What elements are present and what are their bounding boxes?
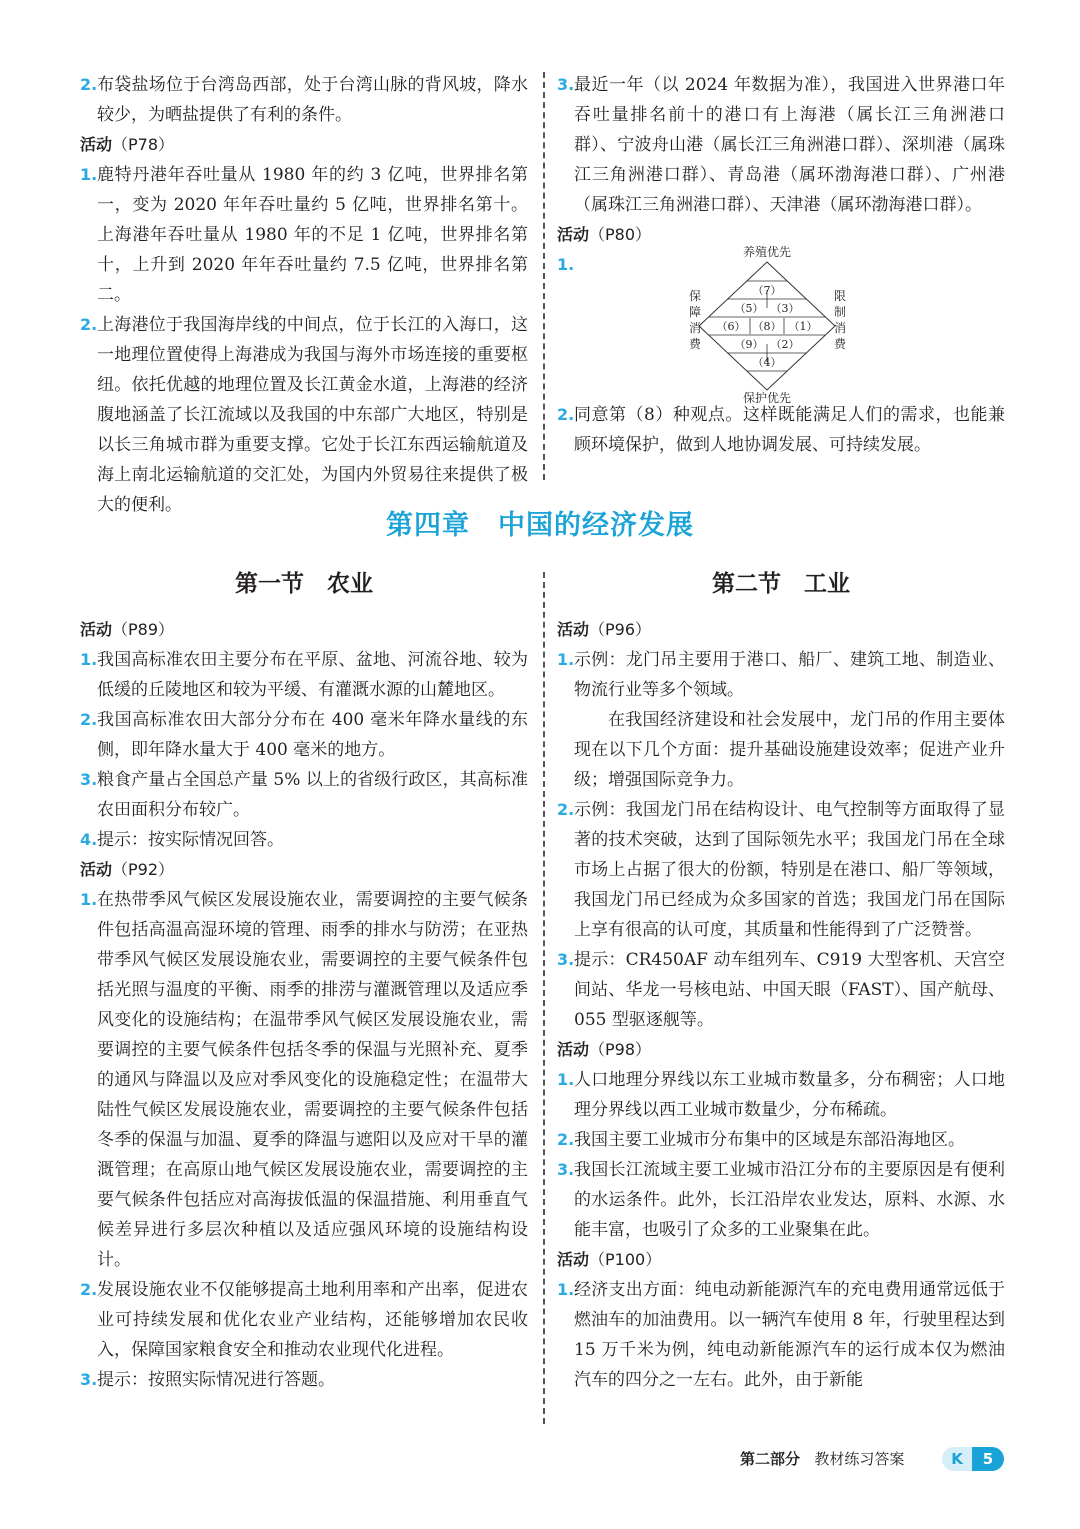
- cell-r3-c2: （8）: [752, 320, 782, 333]
- activity-page: （P78）: [112, 135, 175, 154]
- item-number: 2.: [557, 405, 575, 424]
- item-text: 最近一年（以 2024 年数据为准），我国进入世界港口年吞吐量排名前十的港口有上海港（属长江三角洲港口群）、宁波舟山港（属长江三角洲港口群）、深圳港（属珠江三角洲港口群）、青岛港（属环渤海港口群）、广州港（属珠江三角洲港口群）、天津港（属环渤海港口群）。: [574, 75, 1005, 215]
- answer-item: [557, 1125, 1005, 1155]
- answer-item: [80, 825, 528, 855]
- bottom-column-divider: [543, 572, 545, 1424]
- activity-label: 活动: [80, 620, 113, 639]
- item-text: 布袋盐场位于台湾岛西部，处于台湾山脉的背风坡，降水较少，为晒盐提供了有利的条件。: [97, 75, 528, 125]
- item-number: 3.: [80, 1370, 98, 1389]
- activity-label: 活动: [557, 225, 590, 244]
- item-text: 发展设施农业不仅能够提高土地利用率和产出率，促进农业可持续发展和优化农业产业结构，还能够增加农民收入，保障国家粮食安全和推动农业现代化进程。: [97, 1280, 528, 1360]
- consumption-protection-diamond-diagram: [687, 244, 847, 404]
- chapter-title: 第四章 中国的经济发展: [386, 510, 694, 541]
- answer-item: [80, 310, 528, 520]
- item-number: 3.: [557, 75, 575, 94]
- item-text: 我国高标准农田主要分布在平原、盆地、河流谷地、较为低缓的丘陵地区和较为平缓、有灌溉水源的山麓地区。: [97, 650, 528, 700]
- answer-item: [80, 645, 528, 705]
- cell-r2-c1: （5）: [734, 302, 764, 315]
- badge-letter: K: [942, 1447, 972, 1471]
- activity-heading: [80, 855, 528, 885]
- item-number: 4.: [80, 830, 98, 849]
- cell-r2-c2: （3）: [770, 302, 800, 315]
- item-text: 提示：CR450AF 动车组列车、C919 大型客机、天宫空间站、华龙一号核电站、中国天眼（FAST）、国产航母、055 型驱逐舰等。: [574, 950, 1005, 1030]
- page-number: 5: [972, 1447, 1004, 1471]
- answer-item: [557, 645, 1005, 705]
- bottom-right-column: [557, 615, 1005, 1395]
- left-label-4: 费: [689, 337, 702, 351]
- answer-item: [80, 885, 528, 1275]
- item-number: 2.: [557, 800, 575, 819]
- activity-page: （P80）: [589, 225, 652, 244]
- activity-heading: [557, 615, 1005, 645]
- item-number: 1.: [80, 650, 98, 669]
- item-number: 2.: [80, 710, 98, 729]
- item-number: 1.: [557, 1280, 575, 1299]
- answer-item: [80, 705, 528, 765]
- right-label-3: 消: [834, 321, 847, 335]
- activity-heading: [557, 1245, 1005, 1275]
- answer-item: [557, 70, 1005, 220]
- activity-page: （P98）: [589, 1040, 652, 1059]
- left-label-2: 障: [689, 305, 702, 319]
- answer-item: [557, 400, 1005, 460]
- top-column-divider: [543, 72, 545, 480]
- item-text: 粮食产量占全国总产量 5% 以上的省级行政区，其高标准农田面积分布较广。: [97, 770, 528, 820]
- item-number: 1.: [557, 650, 575, 669]
- cell-r3-c3: （1）: [788, 320, 818, 333]
- bottom-left-column: [80, 615, 528, 1395]
- item-number: 2.: [80, 1280, 98, 1299]
- activity-label: 活动: [80, 860, 113, 879]
- right-label-4: 费: [834, 337, 847, 351]
- bottom-label: 保护优先: [742, 391, 792, 404]
- item-number: 3.: [557, 950, 575, 969]
- activity-page: （P89）: [112, 620, 175, 639]
- item-text: 提示：按实际情况回答。: [97, 830, 284, 850]
- right-label-1: 限: [834, 289, 847, 303]
- activity-page: （P92）: [112, 860, 175, 879]
- item-number: 1.: [557, 255, 575, 274]
- item-number: 2.: [557, 1130, 575, 1149]
- item-number: 3.: [557, 1160, 575, 1179]
- activity-heading: [557, 1035, 1005, 1065]
- item-text: 示例：龙门吊主要用于港口、船厂、建筑工地、制造业、物流行业等多个领域。: [574, 650, 1005, 700]
- answer-item: [80, 1365, 528, 1395]
- top-label: 养殖优先: [742, 245, 792, 259]
- item-text: 我国长江流域主要工业城市沿江分布的主要原因是有便利的水运条件。此外，长江沿岸农业发达，原料、水源、水能丰富，也吸引了众多的工业聚集在此。: [574, 1160, 1005, 1240]
- item-text: 同意第（8）种观点。这样既能满足人们的需求，也能兼顾环境保护，做到人地协调发展、可持续发展。: [574, 405, 1005, 455]
- answer-item: [80, 160, 528, 310]
- cell-r5-c1: （4）: [752, 356, 782, 369]
- item-text: 鹿特丹港年吞吐量从 1980 年的约 3 亿吨，世界排名第一，变为 2020 年年吞吐量约 5 亿吨，世界排名第十。上海港年吞吐量从 1980 年的不足 1 亿吨，世界排名第十，上升到 2020 年年吞吐量约 7.5 亿吨，世界排名第二。: [97, 165, 528, 305]
- item-text: 提示：按照实际情况进行答题。: [97, 1370, 335, 1390]
- item-text: 示例：我国龙门吊在结构设计、电气控制等方面取得了显著的技术突破，达到了国际领先水平；我国龙门吊在全球市场上占据了很大的份额，特别是在港口、船厂等领域，我国龙门吊已经成为众多国家的首选；我国龙门吊在国际上享有很高的认可度，其质量和性能得到了广泛赞誉。: [574, 800, 1005, 940]
- answer-paragraph: 在我国经济建设和社会发展中，龙门吊的作用主要体现在以下几个方面：提升基础设施建设效率；促进产业升级；增强国际竞争力。: [574, 710, 1005, 790]
- section-title-left: 第一节 农业: [235, 571, 373, 597]
- item-text: 上海港位于我国海岸线的中间点，位于长江的入海口，这一地理位置使得上海港成为我国与海外市场连接的重要枢纽。依托优越的地理位置及长江黄金水道，上海港的经济腹地涵盖了长江流域以及我国的中东部广大地区，特别是以长三角城市群为重要支撑。它处于长江东西运输航道及海上南北运输航道的交汇处，为国内外贸易往来提供了极大的便利。: [97, 315, 528, 515]
- activity-heading: [80, 615, 528, 645]
- item-number: 2.: [80, 75, 98, 94]
- left-label-1: 保: [689, 289, 702, 303]
- item-number: 2.: [80, 315, 98, 334]
- cell-r4-c1: （9）: [734, 338, 764, 351]
- item-text: 在热带季风气候区发展设施农业，需要调控的主要气候条件包括高温高湿环境的管理、雨季的排水与防涝；在亚热带季风气候区发展设施农业，需要调控的主要气候条件包括光照与温度的平衡、雨季的排涝与灌溉管理以及适应季风变化的设施结构；在温带季风气候区发展设施农业，需要调控的主要气候条件包括冬季的保温与光照补充、夏季的通风与降温以及应对季风变化的设施稳定性；在温带大陆性气候区发展设施农业，需要调控的主要气候条件包括冬季的保温与加温、夏季的降温与遮阳以及应对干旱的灌溉管理；在高原山地气候区发展设施农业，需要调控的主要气候条件包括应对高海拔低温的保温措施、利用垂直气候差异进行多层次种植以及适应强风环境的设施结构设计。: [97, 890, 528, 1270]
- section-title-right: 第二节 工业: [712, 571, 850, 597]
- top-right-column: [557, 70, 1005, 460]
- answer-item: [557, 1065, 1005, 1125]
- footer-title: 教材练习答案: [814, 1450, 905, 1468]
- page-footer: [740, 1448, 904, 1469]
- activity-label: 活动: [80, 135, 113, 154]
- item-number: 1.: [80, 890, 98, 909]
- item-number: 1.: [557, 1070, 575, 1089]
- item-number: 1.: [80, 165, 98, 184]
- activity-label: 活动: [557, 620, 590, 639]
- answer-item: [80, 70, 528, 130]
- item-text: 我国主要工业城市分布集中的区域是东部沿海地区。: [574, 1130, 965, 1150]
- diagram-item: [557, 245, 1005, 404]
- right-label-2: 制: [834, 305, 847, 319]
- activity-label: 活动: [557, 1040, 590, 1059]
- top-left-column: [80, 70, 528, 520]
- cell-r3-c1: （6）: [716, 320, 746, 333]
- answer-item: [80, 1275, 528, 1365]
- page-badge: [942, 1447, 1006, 1471]
- left-label-3: 消: [689, 321, 702, 335]
- answer-item: [557, 795, 1005, 945]
- cell-r4-c2: （2）: [770, 338, 800, 351]
- item-text: 人口地理分界线以东工业城市数量多，分布稠密；人口地理分界线以西工业城市数量少，分布稀疏。: [574, 1070, 1005, 1120]
- answer-item: [80, 765, 528, 825]
- item-number: 3.: [80, 770, 98, 789]
- footer-part: 第二部分: [740, 1450, 801, 1468]
- activity-label: 活动: [557, 1250, 590, 1269]
- answer-item: [557, 1275, 1005, 1395]
- answer-item: [557, 945, 1005, 1035]
- answer-item: [557, 1155, 1005, 1245]
- item-text: 我国高标准农田大部分分布在 400 毫米年降水量线的东侧，即年降水量大于 400 毫米的地方。: [97, 710, 528, 760]
- activity-page: （P100）: [589, 1250, 662, 1269]
- activity-page: （P96）: [589, 620, 652, 639]
- activity-heading: [80, 130, 528, 160]
- item-text: 经济支出方面：纯电动新能源汽车的充电费用通常远低于燃油车的加油费用。以一辆汽车使用 8 年，行驶里程达到 15 万千米为例，纯电动新能源汽车的运行成本仅为燃油汽车的四分之一左右。此外，由于新能: [574, 1280, 1005, 1390]
- cell-r1-c1: （7）: [752, 284, 782, 297]
